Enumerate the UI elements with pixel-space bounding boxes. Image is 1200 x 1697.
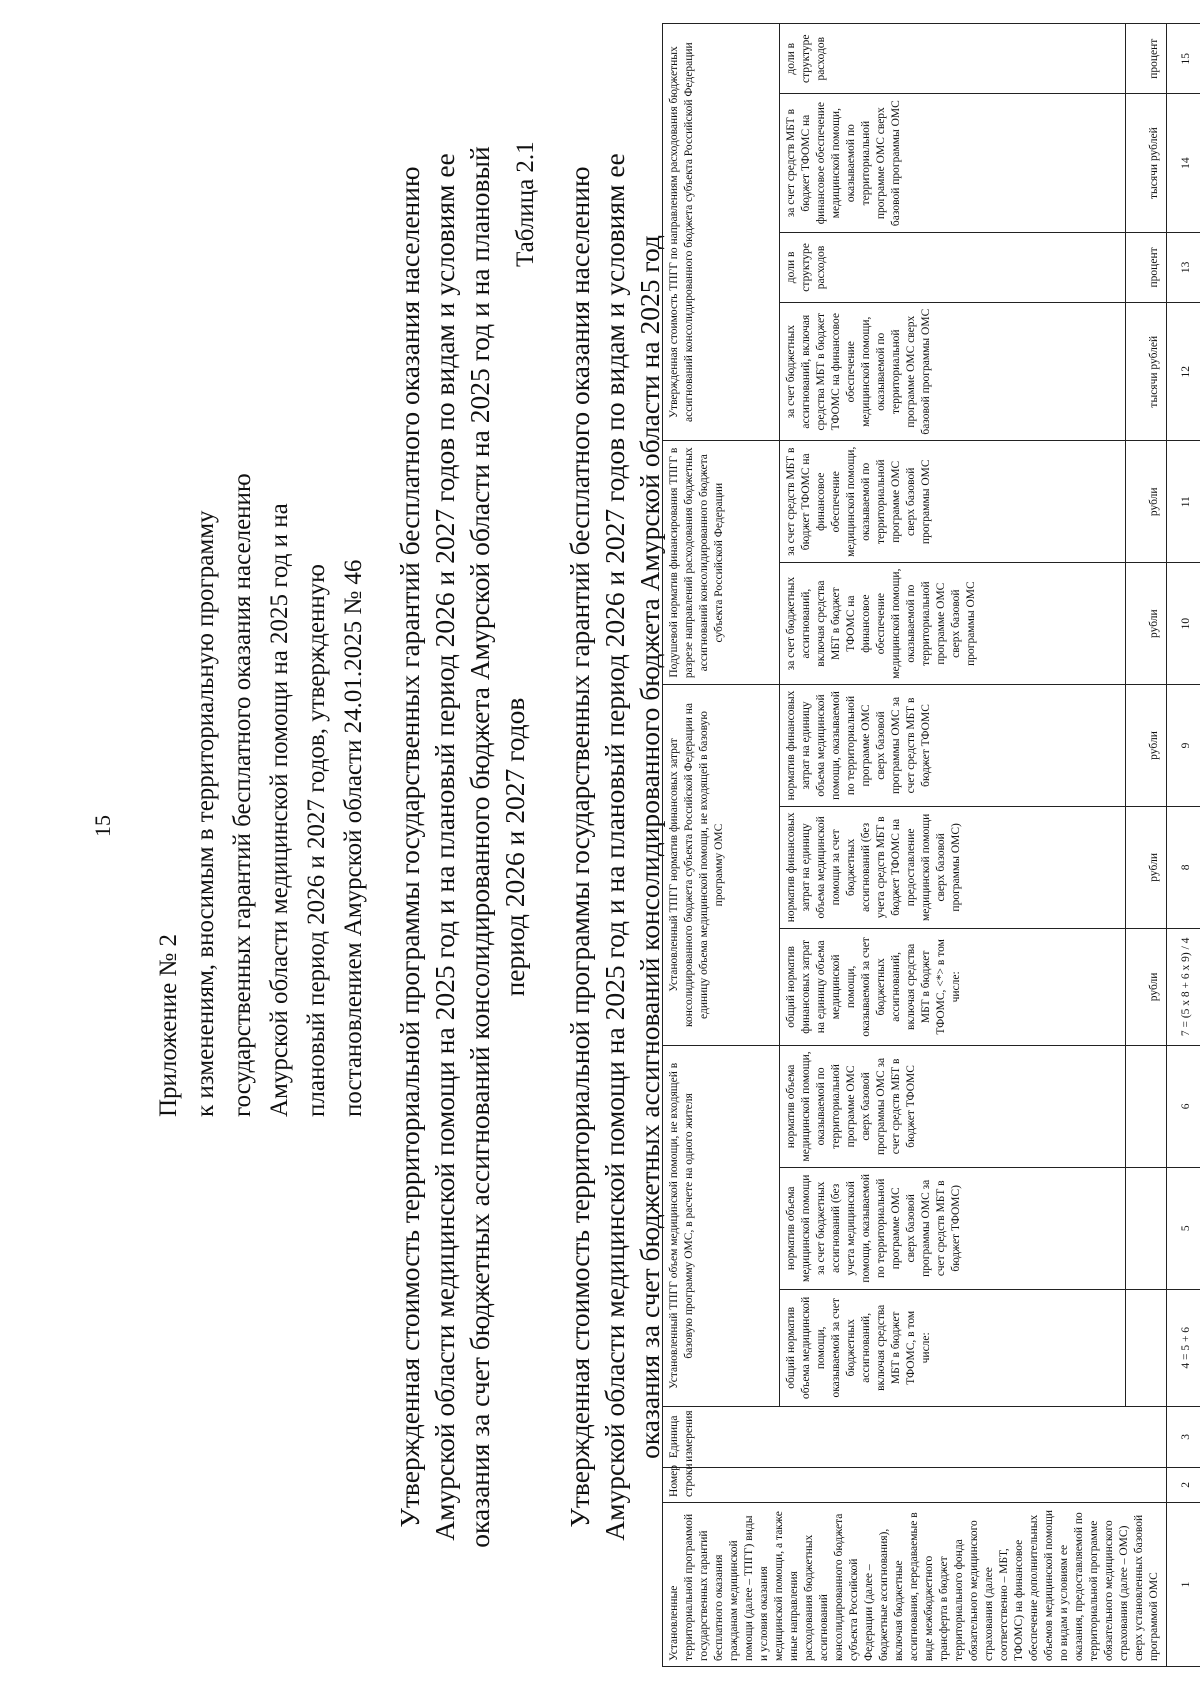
unit-cell-4 bbox=[1126, 1289, 1167, 1406]
sub-header-10: за счет бюджетных ассигнований, включая средства МБТ в бюджет ТФОМС на финансовое обеспечение медицинской помощи, оказываемой по территориальной программе ОМС сверх базовой программы ОМС bbox=[780, 563, 1126, 685]
unit-cell-6 bbox=[1126, 1045, 1167, 1167]
appendix-line: Амурской области медицинской помощи на 2025 год и на bbox=[266, 503, 293, 1117]
appendix-header bbox=[150, 77, 372, 1117]
col3-header: Единица измерения bbox=[663, 1406, 1167, 1467]
appendix-line: Приложение № 2 bbox=[155, 933, 182, 1117]
col-number: 8 bbox=[1167, 806, 1200, 928]
group-cost-header: Утвержденная стоимость ТПГГ по направлениям расходования бюджетных ассигнований консолидированного бюджета субъекта Российской Федерации bbox=[663, 24, 780, 441]
appendix-line: государственных гарантий бесплатного оказания населению bbox=[229, 473, 256, 1117]
sub-header-7: общий норматив финансовых затрат на единицу объема медицинской помощи, оказываемой за счет бюджетных ассигнований, включая средства МБТ в бюджет ТФОМС, <*> в том числе: bbox=[780, 928, 1126, 1045]
sub-header-8: норматив финансовых затрат на единицу объема медицинской помощи за счет бюджетных ассигнований (без учета средств МБТ в бюджет ТФОМС на предоставление медицинской помощи сверх базовой программы ОМС) bbox=[780, 806, 1126, 928]
sub-header-14: за счет средств МБТ в бюджет ТФОМС на финансовое обеспечение медицинской помощи, оказываемой по территориальной программе ОМС сверх базовой программы ОМС bbox=[780, 94, 1126, 232]
appendix-line: плановый период 2026 и 2027 годов, утвержденную bbox=[303, 564, 330, 1117]
unit-cell: рубли bbox=[1126, 441, 1167, 563]
col-number: 14 bbox=[1167, 94, 1200, 232]
col-number: 15 bbox=[1167, 24, 1200, 95]
unit-cell: тысячи рублей bbox=[1126, 303, 1167, 441]
col-number: 6 bbox=[1167, 1045, 1200, 1167]
unit-cell: тысячи рублей bbox=[1126, 94, 1167, 232]
sub-header-11: за счет средств МБТ в бюджет ТФОМС на финансовое обеспечение медицинской помощи, оказываемой по территориальной программе ОМС сверх базовой программы ОМС bbox=[780, 441, 1126, 563]
unit-cell: рубли bbox=[1126, 928, 1167, 1045]
group-norm-header: Установленный ТПГГ норматив финансовых затрат консолидированного бюджета субъекта Российской Федерации на единицу объема медицинской помощи, не входящей в базовую программу ОМС bbox=[663, 685, 780, 1046]
col-number: 13 bbox=[1167, 232, 1200, 302]
unit-cell-5 bbox=[1126, 1167, 1167, 1289]
col-number: 12 bbox=[1167, 303, 1200, 441]
unit-cell: процент bbox=[1126, 24, 1167, 95]
sub-header-12: за счет бюджетных ассигнований, включая средства МБТ в бюджет ТФОМС на финансовое обеспечение медицинской помощи, оказываемой по территориальной программе ОМС сверх базовой программы ОМС bbox=[780, 303, 1126, 441]
document-title: Утвержденная стоимость территориальной программы государственных гарантий бесплатного оказания населению Амурской области медицинской помощи на 2025 год и на плановый период 2026 и 2027 годов по видам и условиям ее оказания за счет бюджетных ассигнований консолидированного бюджета Амурской области на 2025 год и на плановый период 2026 и 2027 годов bbox=[394, 146, 530, 1548]
col-number: 9 bbox=[1167, 685, 1200, 807]
page-number: 15 bbox=[90, 815, 115, 837]
sub-header-13: доли в структуре расходов bbox=[780, 232, 1126, 302]
col-number: 7 = (5 x 8 + 6 x 9) / 4 bbox=[1167, 928, 1200, 1045]
col-number: 2 bbox=[1167, 1467, 1200, 1502]
col2-header: Номер строки bbox=[663, 1467, 1167, 1502]
appendix-line: к изменениям, вносимым в территориальную программу bbox=[192, 510, 219, 1117]
group-per-capita-header: Подушевой норматив финансирования ТПГГ в разрезе направлений расходования бюджетных ассигнований консолидированного бюджета субъекта Российской Федерации bbox=[663, 441, 780, 685]
unit-cell: рубли bbox=[1126, 563, 1167, 685]
col-number: 3 bbox=[1167, 1406, 1200, 1467]
sub-header-4: общий норматив объема медицинской помощи, оказываемой за счет бюджетных ассигнований, включая средства МБТ в бюджет ТФОМС, в том числе: bbox=[780, 1289, 1126, 1406]
cost-table bbox=[662, 23, 1200, 1667]
unit-cell: рубли bbox=[1126, 685, 1167, 807]
col1-header: Установленные территориальной программой государственных гарантий бесплатного оказания гражданам медицинской помощи (далее – ТПГГ) виды и условия оказания медицинской помощи, а также иные направления расходования бюджетных ассигнований консолидированного бюджета субъекта Российской Федерации (далее – бюджетные ассигнования), включая бюджетные ассигнования, передаваемые в виде межбюджетного трансферта в бюджет территориального фонда обязательного медицинского страхования (далее соответственно – МБТ, ТФОМС) на финансовое обеспечение дополнительных объемов медицинской помощи по видам и условиям ее оказания, предоставляемой по территориальной программе обязательного медицинского страхования (далее – ОМС) сверх установленных базовой программой ОМС bbox=[663, 1502, 1167, 1666]
sub-header-15: доли в структуре расходов bbox=[780, 24, 1126, 95]
table-title: Утвержденная стоимость территориальной программы государственных гарантий бесплатного оказания населению Амурской области медицинской помощи на 2025 год и на плановый период 2026 и 2027 годов по видам и условиям ее оказания за счет бюджетных ассигнований консолидированного бюджета Амурской области на 2025 год bbox=[564, 153, 665, 1541]
table-label: Таблица 2.1 bbox=[512, 141, 539, 267]
sub-header-9: норматив финансовых затрат на единицу объема медицинской помощи, оказываемой по территориальной программе ОМС сверх базовой программы ОМС за счет средств МБТ в бюджет ТФОМС bbox=[780, 685, 1126, 807]
column-number-row bbox=[1167, 24, 1200, 1667]
col-number: 4 = 5 + 6 bbox=[1167, 1289, 1200, 1406]
col-number: 11 bbox=[1167, 441, 1200, 563]
group-volume-header: Установленный ТПГГ объем медицинской помощи, не входящей в базовую программу ОМС, в расчете на одного жителя bbox=[663, 1045, 780, 1406]
col-number: 1 bbox=[1167, 1502, 1200, 1666]
header-row-groups bbox=[663, 24, 780, 1667]
col-number: 5 bbox=[1167, 1167, 1200, 1289]
col-number: 10 bbox=[1167, 563, 1200, 685]
unit-cell: процент bbox=[1126, 232, 1167, 302]
sub-header-6: норматив объема медицинской помощи, оказываемой по территориальной программе ОМС сверх базовой программы ОМС за счет средств МБТ в бюджет ТФОМС bbox=[780, 1045, 1126, 1167]
unit-cell: рубли bbox=[1126, 806, 1167, 928]
sub-header-5: норматив объема медицинской помощи за счет бюджетных ассигнований (без учета медицинской помощи, оказываемой по территориальной программе ОМС сверх базовой программы ОМС за счет средств МБТ в бюджет ТФОМС) bbox=[780, 1167, 1126, 1289]
appendix-line: постановлением Амурской области 24.01.2025 № 46 bbox=[340, 559, 367, 1117]
